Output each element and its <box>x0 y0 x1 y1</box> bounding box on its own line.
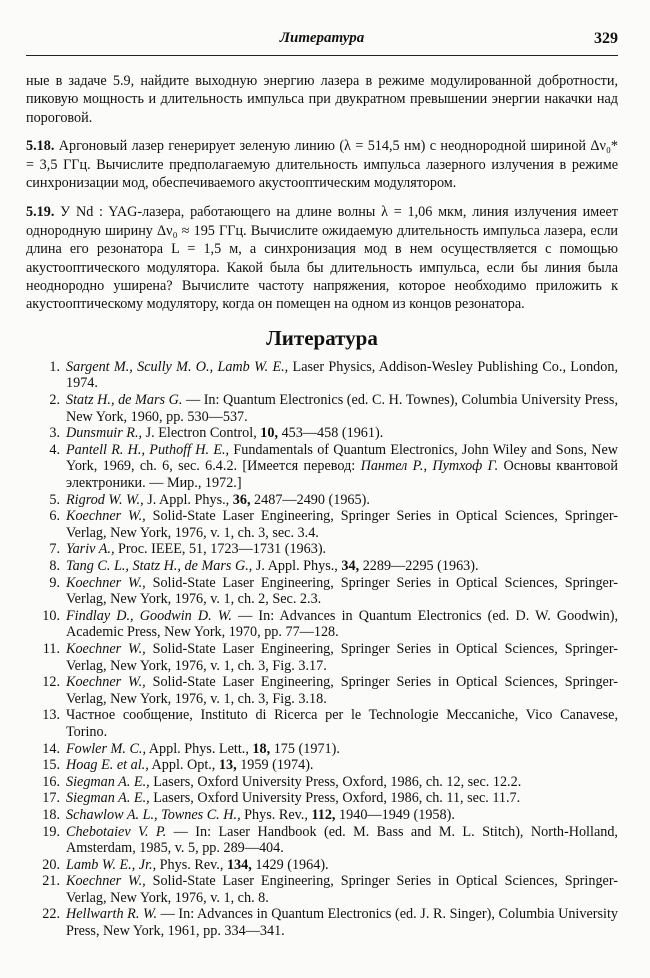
reference-number: 6. <box>49 508 60 525</box>
reference-item <box>26 558 618 575</box>
reference-text: Laser Physics, Addison-Wesley Publishing Co., London, 1974. <box>66 358 618 392</box>
reference-item <box>26 824 618 857</box>
reference-item <box>26 492 618 509</box>
reference-number: 9. <box>49 574 60 591</box>
reference-text: — In: Quantum Electronics (ed. C. H. Townes), Columbia University Press, New York, 1960, pp. 530—537. <box>66 392 619 425</box>
reference-authors: Findlay D., Goodwin D. W. <box>66 607 232 624</box>
reference-number: 15. <box>42 757 60 774</box>
reference-text: Solid-State Laser Engineering, Springer Series in Optical Sciences, Springer-Verlag, New York, 1976, v. 1, ch. 2, Sec. 2.3. <box>66 574 618 608</box>
reference-item <box>26 707 618 740</box>
reference-item <box>26 575 618 608</box>
reference-pages: 1429 (1964). <box>251 856 329 873</box>
reference-pages: 1959 (1974). <box>236 757 314 774</box>
reference-authors: Lamb W. E., Jr., <box>66 856 157 873</box>
reference-authors: Siegman A. E., <box>66 773 150 790</box>
reference-text: Lasers, Oxford University Press, Oxford, 1986, ch. 12, sec. 12.2. <box>149 773 522 790</box>
reference-authors: Tang C. L., Statz H., de Mars G., <box>66 558 253 574</box>
exercise-5-19 <box>26 203 618 313</box>
reference-authors: Hellwarth R. W. <box>66 906 158 923</box>
reference-item <box>26 774 618 791</box>
reference-number: 4. <box>49 441 60 458</box>
exercise-text: У Nd : YAG-лазера, работающего на длине волны λ = 1,06 мкм, линия излучения имеет однородную ширину Δν₀ ≈ 195 ГГц. Вычислите ожидаемую длительность импульса лазера, если длина его резонатора L = 1,5 м, а синхронизация мод в нем осуществляется с помощью акустооптического модулятора. Какой была бы длительность импульса, если бы линия была неоднородно уширена? Вычислите частоту напряжения, которое необходимо приложить к акустооптическому модулятору, когда он помещен на одном из концов резонатора. <box>26 204 619 313</box>
reference-pages: 2487—2490 (1965). <box>250 491 370 508</box>
reference-item <box>26 741 618 758</box>
reference-volume: 34, <box>341 558 360 574</box>
reference-authors: Koechner W., <box>66 674 146 691</box>
exercise-text: Аргоновый лазер генерирует зеленую линию (λ = 514,5 нм) с неоднородной шириной Δν₀* = 3,5 ГГц. Вычислите предполагаемую длительность импульса лазерного излучения в режиме синхронизации мод, обеспечиваемого акустооптическим модулятором. <box>26 138 618 192</box>
reference-list <box>26 359 618 940</box>
reference-item <box>26 508 618 541</box>
reference-number: 17. <box>42 790 60 807</box>
reference-number: 22. <box>42 906 60 923</box>
reference-text: J. Appl. Phys., <box>252 558 342 574</box>
reference-item <box>26 790 618 807</box>
reference-volume: 134, <box>226 856 252 873</box>
reference-number: 20. <box>42 856 60 873</box>
reference-number: 10. <box>42 607 60 624</box>
reference-number: 2. <box>49 392 60 409</box>
reference-text: Solid-State Laser Engineering, Springer Series in Optical Sciences, Springer-Verlag, New York, 1976, v. 1, ch. 3, Fig. 3.18. <box>66 674 618 707</box>
reference-number: 3. <box>49 425 60 442</box>
reference-pages: 453—458 (1961). <box>278 425 384 442</box>
reference-translation-authors: Пантел Р., Путхоф Г. <box>360 458 499 475</box>
reference-item <box>26 425 618 442</box>
reference-item <box>26 641 618 674</box>
reference-authors: Yariv A., <box>66 541 115 558</box>
reference-authors: Koechner W., <box>66 873 146 890</box>
reference-number: 8. <box>49 558 60 574</box>
reference-number: 16. <box>42 773 60 790</box>
reference-text: Fundamentals of Quantum Electronics, John Wiley and Sons, New York, 1969, ch. 6, sec. 6.4.2. [Имеется перевод: <box>66 441 618 475</box>
reference-pages: 1940—1949 (1958). <box>335 806 455 823</box>
reference-text: Lasers, Oxford University Press, Oxford, 1986, ch. 11, sec. 11.7. <box>149 790 521 807</box>
reference-authors: Koechner W., <box>66 640 146 657</box>
reference-item <box>26 359 618 392</box>
reference-item <box>26 757 618 774</box>
reference-authors: Fowler M. C., <box>66 740 146 757</box>
reference-volume: 18, <box>252 740 271 757</box>
reference-text: Solid-State Laser Engineering, Springer Series in Optical Sciences, Springer-Verlag, New York, 1976, v. 1, ch. 8. <box>66 873 618 906</box>
reference-text: Частное сообщение, Instituto di Ricerca per le Technologie Meccaniche, Vico Canavese, Torino. <box>66 707 618 740</box>
reference-authors: Dunsmuir R., <box>66 425 143 442</box>
running-head: Литература <box>279 30 365 46</box>
reference-item <box>26 807 618 824</box>
reference-authors: Siegman A. E., <box>66 790 150 807</box>
reference-item <box>26 906 618 939</box>
reference-text: Phys. Rev., <box>156 856 227 873</box>
reference-item <box>26 674 618 707</box>
reference-pages: 175 (1971). <box>270 740 340 757</box>
reference-item <box>26 442 618 492</box>
continuation-paragraph: ные в задаче 5.9, найдите выходную энергию лазера в режиме модулированной добротности, пиковую мощность и длительность импульса при двукратном превышении энергии накачки над пороговой. <box>26 73 618 126</box>
reference-number: 5. <box>49 491 60 508</box>
reference-number: 19. <box>42 823 60 840</box>
page-number: 329 <box>594 30 618 47</box>
reference-item <box>26 608 618 641</box>
reference-authors: Schawlow A. L., Townes C. H., <box>66 806 241 823</box>
reference-text: — In: Advances in Quantum Electronics (ed. D. W. Goodwin), Academic Press, New York, 1970, pp. 77—128. <box>66 607 618 641</box>
reference-number: 12. <box>42 674 60 691</box>
reference-volume: 10, <box>260 425 279 442</box>
reference-text: Solid-State Laser Engineering, Springer Series in Optical Sciences, Springer-Verlag, New York, 1976, v. 1, ch. 3, sec. 3.4. <box>66 508 618 541</box>
reference-text: Phys. Rev., <box>240 806 312 823</box>
reference-number: 18. <box>42 806 60 823</box>
exercise-number: 5.19. <box>26 204 55 221</box>
reference-authors: Rigrod W. W., <box>66 491 144 508</box>
reference-text: J. Electron Control, <box>142 425 261 442</box>
reference-text: Proc. IEEE, 51, 1723—1731 (1963). <box>114 541 327 558</box>
reference-volume: 36, <box>232 491 251 508</box>
reference-authors: Koechner W., <box>66 508 146 525</box>
reference-text: — In: Laser Handbook (ed. M. Bass and M. L. Stitch), North-Holland, Amsterdam, 1985, v. 5, pp. 289—404. <box>66 823 618 857</box>
references-title: Литература <box>266 325 378 350</box>
reference-text: J. Appl. Phys., <box>143 491 233 508</box>
reference-item <box>26 392 618 425</box>
page-body <box>26 72 618 940</box>
exercise-5-18 <box>26 137 618 192</box>
reference-number: 14. <box>42 740 60 757</box>
reference-pages: 2289—2295 (1963). <box>359 558 479 574</box>
reference-number: 7. <box>49 541 60 558</box>
reference-authors: Koechner W., <box>66 574 146 591</box>
reference-authors: Statz H., de Mars G. <box>66 392 183 409</box>
reference-item <box>26 857 618 874</box>
reference-text: Solid-State Laser Engineering, Springer Series in Optical Sciences, Springer-Verlag, New York, 1976, v. 1, ch. 3, Fig. 3.17. <box>66 640 618 674</box>
reference-authors: Chebotaiev V. P. <box>66 823 167 840</box>
reference-translation-text: Основы квантовой электроники. — Мир., 1972.] <box>66 458 618 492</box>
reference-item <box>26 873 618 906</box>
reference-number: 21. <box>42 873 60 890</box>
reference-text: Appl. Opt., <box>148 757 219 774</box>
reference-text: Appl. Phys. Lett., <box>146 740 253 757</box>
reference-number: 1. <box>49 358 60 375</box>
header-rule <box>26 55 618 56</box>
reference-text: — In: Advances in Quantum Electronics (ed. J. R. Singer), Columbia University Press, New York, 1961, pp. 334—341. <box>66 906 618 940</box>
reference-authors: Hoag E. et al., <box>66 757 149 774</box>
exercise-number: 5.18. <box>26 138 55 155</box>
reference-number: 13. <box>42 707 60 724</box>
reference-authors: Pantell R. H., Puthoff H. E., <box>66 441 230 458</box>
reference-item <box>26 541 618 558</box>
reference-volume: 13, <box>218 757 237 774</box>
reference-authors: Sargent M., Scully M. O., Lamb W. E., <box>66 358 289 375</box>
reference-volume: 112, <box>311 806 336 823</box>
page-header <box>26 30 618 54</box>
reference-number: 11. <box>42 640 60 657</box>
